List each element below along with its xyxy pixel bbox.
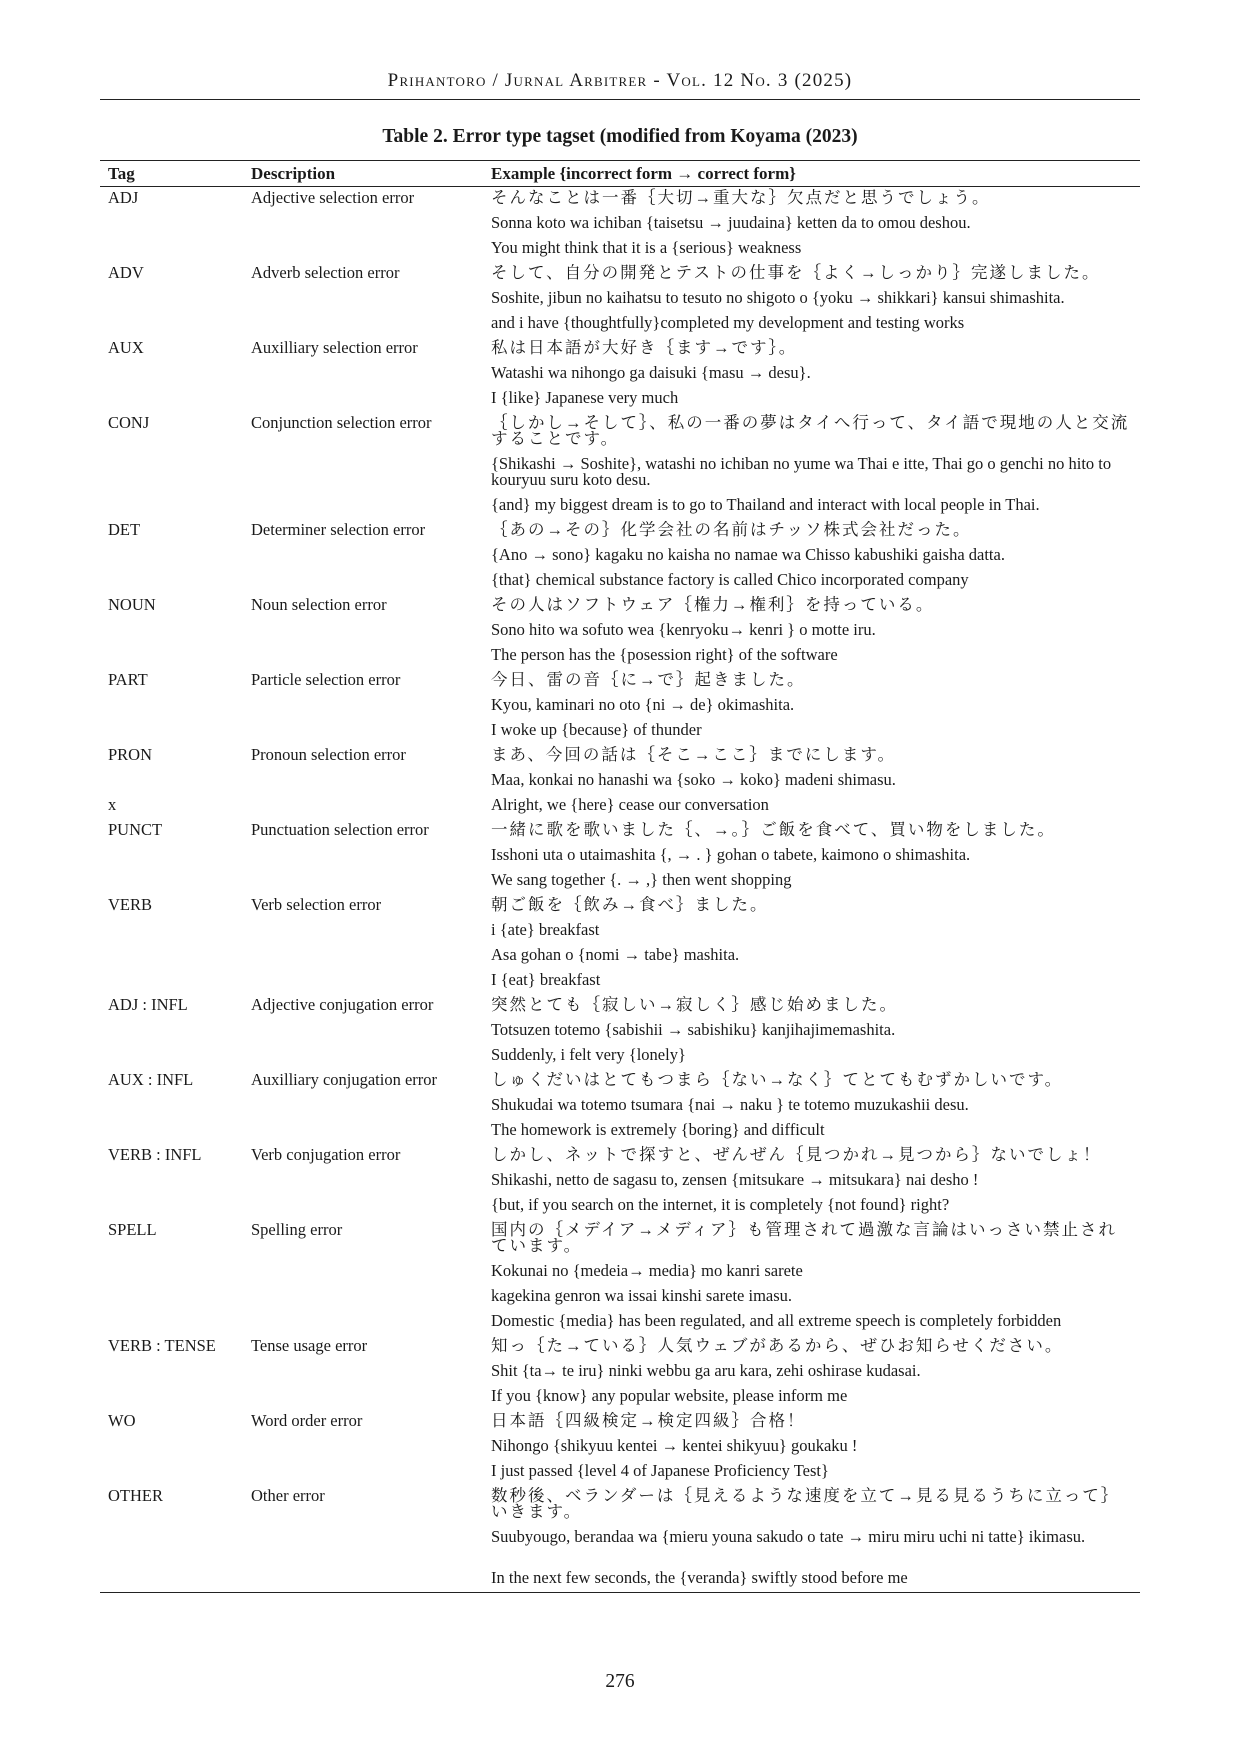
page-number: 276 bbox=[605, 1671, 635, 1692]
description-cell bbox=[243, 569, 483, 594]
header-rule bbox=[100, 99, 1140, 100]
tag-cell bbox=[100, 362, 243, 387]
example-cell: 国内の｛メデイア→メディア｝も管理されて過激な言論はいっさい禁止されています。 bbox=[491, 1220, 1118, 1255]
tag-cell bbox=[100, 869, 243, 894]
table-row bbox=[100, 337, 1140, 362]
description-cell: Spelling error bbox=[251, 1220, 343, 1239]
example-cell: kagekina genron wa issai kinshi sarete imasu. bbox=[491, 1286, 793, 1305]
description-cell: Verb conjugation error bbox=[251, 1145, 401, 1164]
description-cell: Punctuation selection error bbox=[251, 820, 429, 839]
tag-cell bbox=[100, 619, 243, 644]
table-title: Table 2. Error type tagset (modified from Koyama (2023) bbox=[382, 126, 858, 147]
table-row bbox=[100, 744, 1140, 769]
description-cell bbox=[243, 1169, 483, 1194]
tag-cell bbox=[100, 694, 243, 719]
tag-cell bbox=[100, 1310, 243, 1335]
table-row bbox=[100, 1360, 1140, 1385]
example-cell: Isshoni uta o utaimashita {, → . } gohan o tabete, kaimono o shimashita. bbox=[491, 845, 971, 864]
description-cell bbox=[243, 1194, 483, 1219]
example-cell: Sonna koto wa ichiban {taisetsu → juudaina} ketten da to omou deshou. bbox=[491, 213, 971, 232]
description-cell bbox=[243, 944, 483, 969]
table-header-row bbox=[100, 161, 1140, 187]
column-header-tag: Tag bbox=[108, 164, 135, 183]
description-cell bbox=[243, 1526, 483, 1567]
tag-cell bbox=[100, 1460, 243, 1485]
table-row bbox=[100, 287, 1140, 312]
tag-cell: ADV bbox=[108, 263, 144, 282]
example-cell: Alright, we {here} cease our conversation bbox=[491, 795, 769, 814]
table-row bbox=[100, 1526, 1140, 1567]
table-body bbox=[100, 187, 1140, 1593]
example-cell: まあ、今回の話は｛そこ→ここ｝までにします。 bbox=[491, 745, 897, 764]
example-cell: Maa, konkai no hanashi wa {soko → koko} madeni shimasu. bbox=[491, 770, 896, 789]
tag-cell bbox=[100, 287, 243, 312]
description-cell: Auxilliary selection error bbox=[251, 338, 418, 357]
tag-cell bbox=[100, 844, 243, 869]
tag-cell bbox=[100, 1360, 243, 1385]
tag-cell bbox=[100, 312, 243, 337]
table-row bbox=[100, 387, 1140, 412]
table-row bbox=[100, 569, 1140, 594]
example-cell: You might think that it is a {serious} weakness bbox=[491, 238, 802, 257]
table-row bbox=[100, 1069, 1140, 1094]
description-cell: Adverb selection error bbox=[251, 263, 400, 282]
description-cell bbox=[243, 1460, 483, 1485]
column-header-description: Description bbox=[251, 164, 336, 183]
table-row bbox=[100, 1310, 1140, 1335]
tag-cell bbox=[100, 237, 243, 262]
description-cell: Other error bbox=[251, 1486, 325, 1505]
table-row bbox=[100, 619, 1140, 644]
example-cell: Suddenly, i felt very {lonely} bbox=[491, 1045, 686, 1064]
tag-cell: VERB : TENSE bbox=[108, 1336, 216, 1355]
tag-cell: DET bbox=[108, 520, 141, 539]
table-row bbox=[100, 769, 1140, 794]
description-cell bbox=[243, 1385, 483, 1410]
table-row bbox=[100, 1169, 1140, 1194]
description-cell bbox=[243, 1094, 483, 1119]
example-cell: Domestic {media} has been regulated, and all extreme speech is completely forbidden bbox=[491, 1311, 1062, 1330]
description-cell: Particle selection error bbox=[251, 670, 401, 689]
description-cell bbox=[243, 644, 483, 669]
tag-cell bbox=[100, 644, 243, 669]
tag-cell bbox=[100, 1260, 243, 1285]
table-row bbox=[100, 1485, 1140, 1526]
example-cell: Asa gohan o {nomi → tabe} mashita. bbox=[491, 945, 740, 964]
description-cell bbox=[243, 287, 483, 312]
tag-cell: PART bbox=[108, 670, 148, 689]
example-cell: Shit {ta→ te iru} ninki webbu ga aru kara, zehi oshirase kudasai. bbox=[491, 1361, 921, 1380]
example-cell: The homework is extremely {boring} and difficult bbox=[491, 1120, 825, 1139]
example-cell: 突然とても｛寂しい→寂しく｝感じ始めました。 bbox=[491, 995, 898, 1014]
tag-cell bbox=[100, 1169, 243, 1194]
description-cell bbox=[243, 1310, 483, 1335]
description-cell bbox=[243, 694, 483, 719]
table-row bbox=[100, 894, 1140, 919]
error-tagset-table-container bbox=[100, 160, 1140, 1593]
example-cell: 朝ご飯を｛飲み→食べ｝ました。 bbox=[491, 895, 769, 914]
example-cell: and i have {thoughtfully}completed my development and testing works bbox=[491, 313, 965, 332]
tag-cell bbox=[100, 453, 243, 494]
tag-cell bbox=[100, 569, 243, 594]
example-cell: そして、自分の開発とテストの仕事を｛よく→しっかり｝完遂しました。 bbox=[491, 263, 1101, 282]
description-cell: Noun selection error bbox=[251, 595, 387, 614]
tag-cell bbox=[100, 1285, 243, 1310]
example-cell: {Shikashi → Soshite}, watashi no ichiban no yume wa Thai e itte, Thai go o genchi no hito to kouryuu suru koto desu. bbox=[491, 454, 1112, 489]
description-cell bbox=[243, 387, 483, 412]
table-row bbox=[100, 412, 1140, 453]
description-cell bbox=[243, 1567, 483, 1593]
description-cell: Verb selection error bbox=[251, 895, 382, 914]
tag-cell bbox=[100, 1119, 243, 1144]
example-cell: そんなことは一番｛大切→重大な｝欠点だと思うでしょう。 bbox=[491, 188, 991, 207]
description-cell bbox=[243, 844, 483, 869]
description-cell: Auxilliary conjugation error bbox=[251, 1070, 438, 1089]
tag-cell: AUX : INFL bbox=[108, 1070, 194, 1089]
running-head: Prihantoro / Jurnal Arbitrer - Vol. 12 No. 3 (2025) bbox=[387, 70, 853, 91]
example-cell: Suubyougo, berandaa wa {mieru youna sakudo o tate → miru miru uchi ni tatte} ikimasu. bbox=[491, 1527, 1086, 1546]
example-cell: {but, if you search on the internet, it is completely {not found} right? bbox=[491, 1195, 950, 1214]
table-row bbox=[100, 1335, 1140, 1360]
tag-cell: NOUN bbox=[108, 595, 156, 614]
table-row bbox=[100, 1567, 1140, 1593]
table-row bbox=[100, 494, 1140, 519]
tag-cell: ADJ : INFL bbox=[108, 995, 188, 1014]
table-row bbox=[100, 1435, 1140, 1460]
table-row bbox=[100, 669, 1140, 694]
description-cell: Determiner selection error bbox=[251, 520, 426, 539]
example-cell: I {eat} breakfast bbox=[491, 970, 601, 989]
example-cell: 一緒に歌を歌いました｛、→。｝ご飯を食べて、買い物をしました。 bbox=[491, 820, 1056, 839]
example-cell: 数秒後、ベランダーは｛見えるような速度を立て→見る見るうちに立って｝いきます。 bbox=[491, 1486, 1120, 1521]
example-cell: 知っ｛た→ている｝人気ウェブがあるから、ぜひお知らせください。 bbox=[491, 1336, 1064, 1355]
example-cell: {and} my biggest dream is to go to Thailand and interact with local people in Thai. bbox=[491, 495, 1040, 514]
table-row bbox=[100, 1144, 1140, 1169]
example-cell: I woke up {because} of thunder bbox=[491, 720, 702, 739]
description-cell bbox=[243, 869, 483, 894]
table-row bbox=[100, 1260, 1140, 1285]
tag-cell bbox=[100, 494, 243, 519]
description-cell bbox=[243, 719, 483, 744]
description-cell: Conjunction selection error bbox=[251, 413, 432, 432]
table-row bbox=[100, 719, 1140, 744]
tag-cell bbox=[100, 769, 243, 794]
table-row bbox=[100, 362, 1140, 387]
tag-cell bbox=[100, 1194, 243, 1219]
description-cell: Adjective selection error bbox=[251, 188, 415, 207]
table-row bbox=[100, 994, 1140, 1019]
table-row bbox=[100, 869, 1140, 894]
example-cell: {that} chemical substance factory is called Chico incorporated company bbox=[491, 570, 969, 589]
table-row bbox=[100, 1285, 1140, 1310]
example-cell: 私は日本語が大好き｛ます→です｝。 bbox=[491, 338, 798, 357]
table-row bbox=[100, 1219, 1140, 1260]
tag-cell bbox=[100, 544, 243, 569]
description-cell bbox=[243, 237, 483, 262]
description-cell bbox=[243, 1285, 483, 1310]
table-row bbox=[100, 212, 1140, 237]
description-cell bbox=[243, 794, 483, 819]
tag-cell: WO bbox=[108, 1411, 136, 1430]
description-cell bbox=[243, 544, 483, 569]
table-row bbox=[100, 694, 1140, 719]
description-cell: Word order error bbox=[251, 1411, 363, 1430]
description-cell: Pronoun selection error bbox=[251, 745, 406, 764]
table-row bbox=[100, 919, 1140, 944]
table-row bbox=[100, 969, 1140, 994]
description-cell bbox=[243, 1119, 483, 1144]
tag-cell bbox=[100, 1526, 243, 1567]
example-cell: {Ano → sono} kagaku no kaisha no namae wa Chisso kabushiki gaisha datta. bbox=[491, 545, 1005, 564]
example-cell: Kokunai no {medeia→ media} mo kanri sarete bbox=[491, 1261, 803, 1280]
error-tagset-table bbox=[100, 160, 1140, 1593]
tag-cell bbox=[100, 212, 243, 237]
example-cell: I just passed {level 4 of Japanese Proficiency Test} bbox=[491, 1461, 829, 1480]
description-cell bbox=[243, 619, 483, 644]
tag-cell bbox=[100, 1019, 243, 1044]
example-cell: Shukudai wa totemo tsumara {nai → naku } te totemo muzukashii desu. bbox=[491, 1095, 969, 1114]
example-cell: その人はソフトウェア｛権力→権利｝を持っている。 bbox=[491, 595, 935, 614]
tag-cell bbox=[100, 387, 243, 412]
description-cell bbox=[243, 769, 483, 794]
column-header-example: Example {incorrect form → correct form} bbox=[491, 164, 796, 183]
description-cell bbox=[243, 969, 483, 994]
description-cell bbox=[243, 494, 483, 519]
example-cell: 今日、雷の音｛に→で｝起きました。 bbox=[491, 670, 806, 689]
tag-cell bbox=[100, 719, 243, 744]
example-cell: ｛しかし→そして｝、私の一番の夢はタイへ行って、タイ語で現地の人と交流することです。 bbox=[491, 413, 1130, 448]
description-cell bbox=[243, 1360, 483, 1385]
table-row bbox=[100, 262, 1140, 287]
tag-cell bbox=[100, 1385, 243, 1410]
table-row bbox=[100, 237, 1140, 262]
example-cell: Nihongo {shikyuu kentei → kentei shikyuu} goukaku ! bbox=[491, 1436, 858, 1455]
tag-cell: SPELL bbox=[108, 1220, 157, 1239]
example-cell: Sono hito wa sofuto wea {kenryoku→ kenri } o motte iru. bbox=[491, 620, 876, 639]
table-row bbox=[100, 794, 1140, 819]
description-cell bbox=[243, 919, 483, 944]
example-cell: しかし、ネットで探すと、ぜんぜん｛見つかれ→見つから｝ないでしょ！ bbox=[491, 1145, 1102, 1164]
description-cell bbox=[243, 312, 483, 337]
table-row bbox=[100, 544, 1140, 569]
example-cell: Soshite, jibun no kaihatsu to tesuto no shigoto o {yoku → shikkari} kansui shimashita. bbox=[491, 288, 1065, 307]
tag-cell bbox=[100, 1094, 243, 1119]
table-row bbox=[100, 1019, 1140, 1044]
tag-cell: AUX bbox=[108, 338, 144, 357]
tag-cell bbox=[100, 919, 243, 944]
table-row bbox=[100, 1119, 1140, 1144]
tag-cell bbox=[100, 969, 243, 994]
table-row bbox=[100, 453, 1140, 494]
example-cell: I {like} Japanese very much bbox=[491, 388, 679, 407]
example-cell: しゅくだいはとてもつまら｛ない→なく｝てとてもむずかしいです。 bbox=[491, 1070, 1064, 1089]
tag-cell: VERB bbox=[108, 895, 153, 914]
description-cell bbox=[243, 1435, 483, 1460]
example-cell: The person has the {posession right} of the software bbox=[491, 645, 838, 664]
tag-cell bbox=[100, 944, 243, 969]
example-cell: If you {know} any popular website, please inform me bbox=[491, 1386, 848, 1405]
tag-cell: x bbox=[108, 795, 117, 814]
example-cell: 日本語｛四級検定→検定四級｝合格！ bbox=[491, 1411, 806, 1430]
table-row bbox=[100, 1094, 1140, 1119]
example-cell: Watashi wa nihongo ga daisuki {masu → desu}. bbox=[491, 363, 811, 382]
example-cell: We sang together {. → ,} then went shopping bbox=[491, 870, 792, 889]
example-cell: ｛あの→その｝化学会社の名前はチッソ株式会社だった。 bbox=[491, 520, 972, 539]
example-cell: Kyou, kaminari no oto {ni → de} okimashita. bbox=[491, 695, 795, 714]
description-cell bbox=[243, 212, 483, 237]
description-cell bbox=[243, 453, 483, 494]
example-cell: Shikashi, netto de sagasu to, zensen {mitsukare → mitsukara} nai desho ! bbox=[491, 1170, 979, 1189]
tag-cell bbox=[100, 1044, 243, 1069]
tag-cell: OTHER bbox=[108, 1486, 163, 1505]
table-row bbox=[100, 1044, 1140, 1069]
description-cell: Tense usage error bbox=[251, 1336, 368, 1355]
table-row bbox=[100, 312, 1140, 337]
table-row bbox=[100, 1460, 1140, 1485]
tag-cell: CONJ bbox=[108, 413, 150, 432]
example-cell: In the next few seconds, the {veranda} swiftly stood before me bbox=[491, 1568, 908, 1587]
tag-cell: PUNCT bbox=[108, 820, 163, 839]
table-row bbox=[100, 1194, 1140, 1219]
table-row bbox=[100, 187, 1140, 213]
description-cell bbox=[243, 1044, 483, 1069]
tag-cell bbox=[100, 1567, 243, 1593]
description-cell: Adjective conjugation error bbox=[251, 995, 434, 1014]
tag-cell bbox=[100, 1435, 243, 1460]
description-cell bbox=[243, 1019, 483, 1044]
example-cell: i {ate} breakfast bbox=[491, 920, 600, 939]
table-row bbox=[100, 644, 1140, 669]
table-row bbox=[100, 1385, 1140, 1410]
table-row bbox=[100, 1410, 1140, 1435]
example-cell: Totsuzen totemo {sabishii → sabishiku} kanjihajimemashita. bbox=[491, 1020, 896, 1039]
table-row bbox=[100, 594, 1140, 619]
description-cell bbox=[243, 1260, 483, 1285]
table-row bbox=[100, 844, 1140, 869]
table-row bbox=[100, 519, 1140, 544]
table-row bbox=[100, 944, 1140, 969]
description-cell bbox=[243, 362, 483, 387]
table-row bbox=[100, 819, 1140, 844]
tag-cell: PRON bbox=[108, 745, 153, 764]
tag-cell: ADJ bbox=[108, 188, 139, 207]
tag-cell: VERB : INFL bbox=[108, 1145, 202, 1164]
